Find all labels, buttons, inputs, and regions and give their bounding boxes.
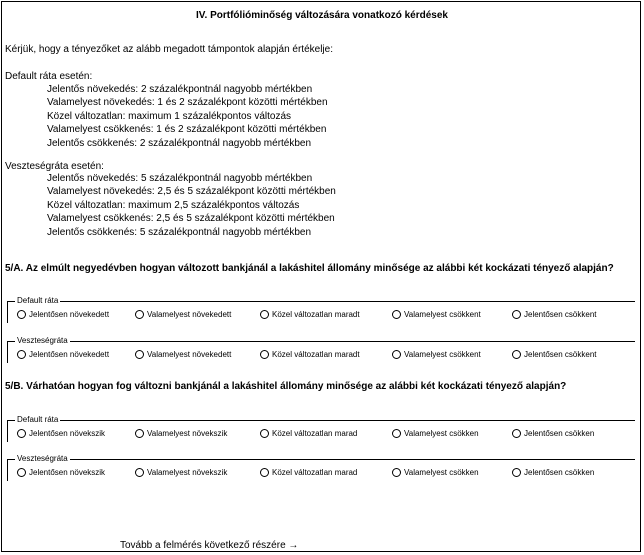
radio-circle-icon[interactable] bbox=[17, 429, 26, 438]
radio-option[interactable]: Jelentősen csökkent bbox=[512, 349, 597, 360]
radio-circle-icon[interactable] bbox=[260, 310, 269, 319]
radio-circle-icon[interactable] bbox=[512, 310, 521, 319]
loss-criteria-item: Valamelyest növekedés: 2,5 és 5 százalékpont közötti mértékben bbox=[47, 186, 336, 198]
radio-option[interactable]: Közel változatlan maradt bbox=[260, 309, 360, 320]
q5a-default-group bbox=[7, 295, 635, 323]
loss-criteria-item: Jelentős csökkenés: 5 százalékpontnál nagyobb mértékben bbox=[47, 226, 312, 238]
radio-option[interactable]: Valamelyest növekszik bbox=[135, 467, 227, 478]
question-5a: 5/A. Az elmúlt negyedévben hogyan változott bankjánál a lakáshitel állomány minősége az alábbi két kockázati tényező alapján? bbox=[5, 263, 614, 274]
radio-option[interactable]: Közel változatlan maradt bbox=[260, 349, 360, 360]
radio-circle-icon[interactable] bbox=[135, 310, 144, 319]
page-title: IV. Portfólióminőség változására vonatkozó kérdések bbox=[196, 10, 448, 21]
default-criteria-item: Valamelyest csökkenés: 1 és 2 százalékpont közötti mértékben bbox=[47, 124, 327, 136]
loss-criteria-item: Jelentős növekedés: 5 százalékpontnál nagyobb mértékben bbox=[47, 173, 313, 184]
group-legend: Default ráta bbox=[17, 296, 59, 305]
radio-circle-icon[interactable] bbox=[260, 350, 269, 359]
radio-circle-icon[interactable] bbox=[392, 429, 401, 438]
q5b-loss-group bbox=[7, 453, 635, 481]
default-criteria-item: Jelentős növekedés: 2 százalékpontnál nagyobb mértékben bbox=[47, 84, 313, 95]
loss-criteria-list bbox=[47, 172, 336, 239]
radio-option[interactable]: Valamelyest növekedett bbox=[135, 309, 231, 320]
radio-option[interactable]: Valamelyest csökken bbox=[392, 467, 479, 478]
radio-circle-icon[interactable] bbox=[260, 468, 269, 477]
radio-circle-icon[interactable] bbox=[17, 310, 26, 319]
question-5b: 5/B. Várhatóan hogyan fog változni bankjánál a lakáshitel állomány minősége az alábbi két kockázati tényező alapján? bbox=[5, 381, 567, 392]
radio-option[interactable]: Jelentősen növekszik bbox=[17, 467, 105, 478]
group-legend: Veszteségráta bbox=[17, 336, 68, 345]
intro-text: Kérjük, hogy a tényezőket az alább megadott támpontok alapján értékelje: bbox=[5, 44, 333, 55]
loss-heading: Veszteségráta esetén: bbox=[5, 161, 104, 172]
radio-option[interactable]: Jelentősen csökken bbox=[512, 428, 594, 439]
default-heading: Default ráta esetén: bbox=[5, 71, 93, 82]
radio-circle-icon[interactable] bbox=[392, 468, 401, 477]
radio-option[interactable]: Jelentősen csökkent bbox=[512, 309, 597, 320]
radio-option[interactable]: Valamelyest csökkent bbox=[392, 309, 481, 320]
default-criteria-item: Közel változatlan: maximum 1 százalékpontos változás bbox=[47, 110, 292, 122]
q5b-default-group bbox=[7, 414, 635, 442]
radio-option[interactable]: Jelentősen csökken bbox=[512, 467, 594, 478]
radio-circle-icon[interactable] bbox=[17, 350, 26, 359]
radio-circle-icon[interactable] bbox=[260, 429, 269, 438]
radio-circle-icon[interactable] bbox=[512, 350, 521, 359]
radio-option[interactable]: Jelentősen növekszik bbox=[17, 428, 105, 439]
radio-option[interactable]: Jelentősen növekedett bbox=[17, 349, 109, 360]
radio-option[interactable]: Valamelyest növekedett bbox=[135, 349, 231, 360]
radio-circle-icon[interactable] bbox=[512, 429, 521, 438]
radio-option[interactable]: Valamelyest csökkent bbox=[392, 349, 481, 360]
radio-circle-icon[interactable] bbox=[392, 350, 401, 359]
default-criteria-list bbox=[47, 83, 328, 150]
default-criteria-item: Valamelyest növekedés: 1 és 2 százalékpont közötti mértékben bbox=[47, 97, 328, 109]
radio-circle-icon[interactable] bbox=[135, 350, 144, 359]
radio-option[interactable]: Közel változatlan marad bbox=[260, 428, 357, 439]
radio-circle-icon[interactable] bbox=[135, 468, 144, 477]
q5a-loss-group bbox=[7, 335, 635, 363]
radio-option[interactable]: Valamelyest növekszik bbox=[135, 428, 227, 439]
radio-circle-icon[interactable] bbox=[392, 310, 401, 319]
group-legend: Default ráta bbox=[17, 415, 59, 424]
loss-criteria-item: Valamelyest csökkenés: 2,5 és 5 százalékpont közötti mértékben bbox=[47, 213, 335, 225]
radio-option[interactable]: Jelentősen növekedett bbox=[17, 309, 109, 320]
radio-circle-icon[interactable] bbox=[17, 468, 26, 477]
next-section-link[interactable]: Tovább a felmérés következő részére → bbox=[120, 540, 299, 551]
group-legend: Veszteségráta bbox=[17, 454, 68, 463]
loss-criteria-item: Közel változatlan: maximum 2,5 százalékpontos változás bbox=[47, 199, 300, 211]
radio-circle-icon[interactable] bbox=[512, 468, 521, 477]
radio-circle-icon[interactable] bbox=[135, 429, 144, 438]
radio-option[interactable]: Valamelyest csökken bbox=[392, 428, 479, 439]
radio-option[interactable]: Közel változatlan marad bbox=[260, 467, 357, 478]
default-criteria-item: Jelentős csökkenés: 2 százalékpontnál nagyobb mértékben bbox=[47, 137, 312, 149]
